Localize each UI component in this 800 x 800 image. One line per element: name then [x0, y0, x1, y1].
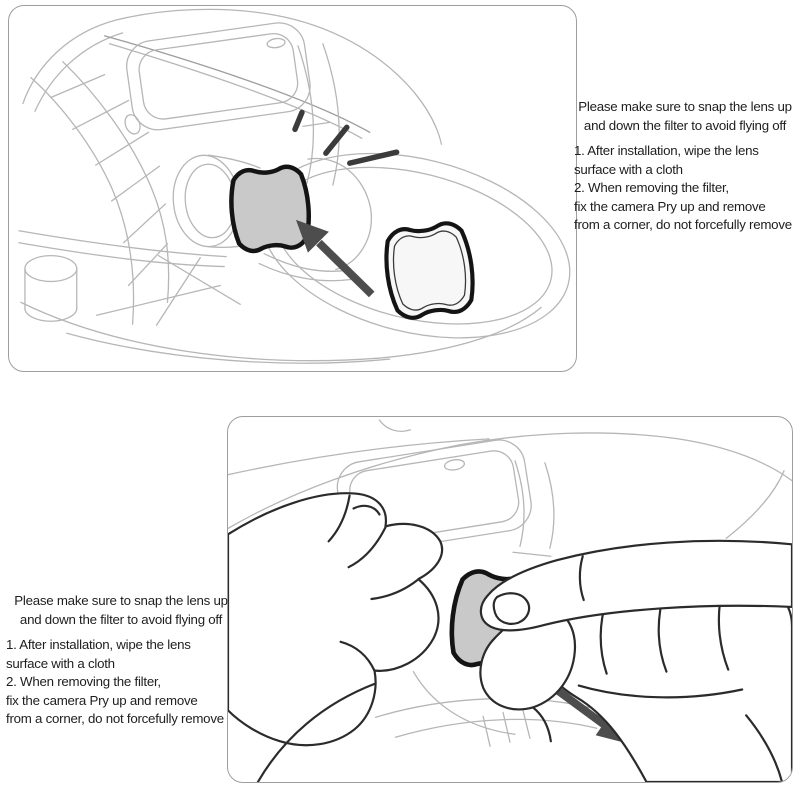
- instruction-intro-line: Please make sure to snap the lens up: [14, 593, 228, 608]
- instruction-step-line: fix the camera Pry up and remove: [574, 198, 766, 214]
- spare-filter: [382, 221, 478, 321]
- instruction-steps: [4, 636, 238, 729]
- instruction-step-line: 2. When removing the filter,: [574, 180, 729, 195]
- install-arrow-icon: [296, 220, 372, 295]
- instruction-step-line: 2. When removing the filter,: [6, 674, 161, 689]
- right-hand: [480, 541, 792, 782]
- instruction-step-line: surface with a cloth: [6, 655, 115, 671]
- instruction-step-line: 1. After installation, wipe the lens: [6, 637, 191, 652]
- instruction-step-line: 1. After installation, wipe the lens: [574, 143, 759, 158]
- installed-filter: [228, 165, 312, 252]
- filter-removal-diagram: [228, 417, 792, 782]
- instruction-intro: [572, 98, 798, 135]
- instruction-text-top: [572, 98, 798, 235]
- instruction-intro-line: Please make sure to snap the lens up: [578, 99, 792, 114]
- instruction-intro-line: and down the filter to avoid flying off: [19, 611, 223, 627]
- fingernail: [494, 593, 529, 624]
- instruction-step-line: from a corner, do not forcefully remove: [6, 711, 224, 726]
- instruction-step-line: from a corner, do not forcefully remove: [574, 217, 792, 232]
- left-hand: [228, 493, 442, 782]
- instruction-intro: [4, 592, 238, 629]
- instruction-text-bottom: [4, 592, 238, 729]
- removal-panel: [227, 416, 793, 783]
- instruction-step-line: fix the camera Pry up and remove: [6, 692, 198, 708]
- installation-panel: [8, 5, 577, 372]
- instruction-steps: [572, 142, 798, 235]
- instruction-step-line: surface with a cloth: [574, 161, 683, 177]
- instruction-intro-line: and down the filter to avoid flying off: [583, 117, 787, 133]
- filter-installation-diagram: [9, 6, 576, 371]
